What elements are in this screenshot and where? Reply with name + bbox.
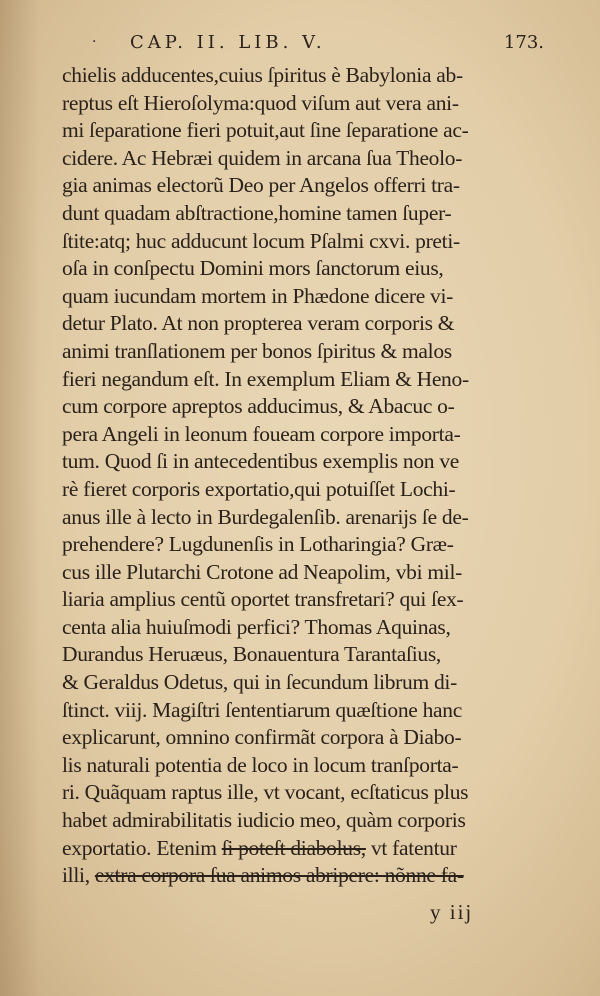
- chapter-title: CAP. II. LIB. V.: [130, 32, 326, 53]
- text-line: [62, 531, 542, 559]
- text-line: [62, 862, 542, 890]
- text-line: [62, 200, 542, 228]
- text-line: [62, 504, 542, 532]
- text-line: [62, 476, 542, 504]
- line-text: rè fieret corporis exportatio,qui potuiſſet Lochi-: [62, 476, 456, 501]
- line-text: liaria amplius centũ oportet transfretari? qui ſex-: [62, 587, 464, 612]
- line-text: reptus eſt Hieroſolyma:quod viſum aut vera ani-: [62, 90, 459, 115]
- line-text: cidere. Ac Hebræi quidem in arcana ſua Theolo-: [62, 145, 463, 170]
- text-line: [62, 724, 542, 752]
- line-text: animi tranſlationem per bonos ſpiritus & malos: [62, 338, 452, 363]
- line-text: chielis adducentes,cuius ſpiritus è Babylonia ab-: [62, 63, 463, 87]
- line-text: detur Plato. At non propterea veram corporis &: [62, 311, 455, 336]
- text-line: [62, 255, 542, 283]
- text-line: [62, 283, 542, 311]
- text-line: [62, 117, 542, 145]
- body-text: [62, 62, 542, 890]
- line-text: dunt quadam abſtractione,homine tamen ſuper-: [62, 200, 452, 225]
- line-text: Durandus Heruæus, Bonauentura Tarantaſius,: [62, 642, 441, 667]
- line-text: tum. Quod ſi in antecedentibus exemplis non ve: [62, 449, 460, 474]
- line-text: habet admirabilitatis iudicio meo, quàm corporis: [62, 808, 466, 833]
- text-line: [62, 752, 542, 780]
- line-text: cus ille Plutarchi Crotone ad Neapolim, vbi mil-: [62, 559, 462, 584]
- line-text: illi,: [62, 863, 95, 888]
- page-number: 173.: [503, 32, 544, 53]
- text-line: [62, 338, 542, 366]
- running-header: [92, 30, 544, 60]
- line-text: centa alia huiuſmodi perfici? Thomas Aquinas,: [62, 614, 451, 639]
- line-text: ſtite:atq; huc adducunt locum Pſalmi cxvi. preti-: [62, 228, 460, 253]
- line-text: quam iucundam mortem in Phædone dicere vi-: [62, 283, 454, 308]
- text-line: [62, 614, 542, 642]
- text-line: [62, 421, 542, 449]
- struck-text: extra corpora ſua animos abripere: nõnne fa-: [94, 863, 464, 888]
- line-text: oſa in conſpectu Domini mors ſanctorum eius,: [62, 256, 444, 281]
- struck-text: ſi poteſt diabolus,: [221, 835, 366, 860]
- text-line: [62, 310, 542, 338]
- line-text: fieri negandum eſt. In exemplum Eliam & Heno-: [62, 366, 469, 391]
- line-text: & Geraldus Odetus, qui in ſecundum librum di-: [62, 670, 457, 695]
- line-text: pera Angeli in leonum foueam corpore importa-: [62, 421, 461, 446]
- text-line: [62, 145, 542, 173]
- line-text: mi ſeparatione fieri potuit,aut ſine ſeparatione ac-: [62, 118, 469, 143]
- text-line: [62, 697, 542, 725]
- text-line: [62, 448, 542, 476]
- line-text-after: vt fatentur: [365, 835, 457, 860]
- line-text: cum corpore apreptos adducimus, & Abacuc o-: [62, 394, 455, 419]
- text-line: [62, 586, 542, 614]
- line-text: explicarunt, omnino confirmãt corpora à Diabo-: [62, 725, 462, 750]
- header-mark: ·: [92, 34, 97, 50]
- text-line: [62, 90, 542, 118]
- line-text: anus ille à lecto in Burdegalenſib. arenarijs ſe de-: [62, 504, 469, 529]
- text-line: [62, 559, 542, 587]
- text-line: [62, 807, 542, 835]
- signature-mark: y iij: [430, 900, 474, 924]
- text-line: [62, 393, 542, 421]
- text-line: [62, 669, 542, 697]
- text-line: [62, 62, 542, 90]
- text-line: [62, 779, 542, 807]
- text-line: [62, 835, 542, 863]
- text-line: [62, 228, 542, 256]
- text-line: [62, 366, 542, 394]
- line-text: gia animas electorũ Deo per Angelos offerri tra-: [62, 173, 460, 198]
- line-text: ri. Quãquam raptus ille, vt vocant, ecſtaticus plus: [62, 780, 469, 805]
- line-text: lis naturali potentia de loco in locum tranſporta-: [62, 752, 459, 777]
- line-text: exportatio. Etenim: [62, 835, 222, 860]
- text-line: [62, 641, 542, 669]
- line-text: prehendere? Lugdunenſis in Lotharingia? Græ-: [62, 532, 454, 557]
- text-line: [62, 172, 542, 200]
- line-text: ſtinct. viij. Magiſtri ſententiarum quæſtione hanc: [62, 697, 462, 722]
